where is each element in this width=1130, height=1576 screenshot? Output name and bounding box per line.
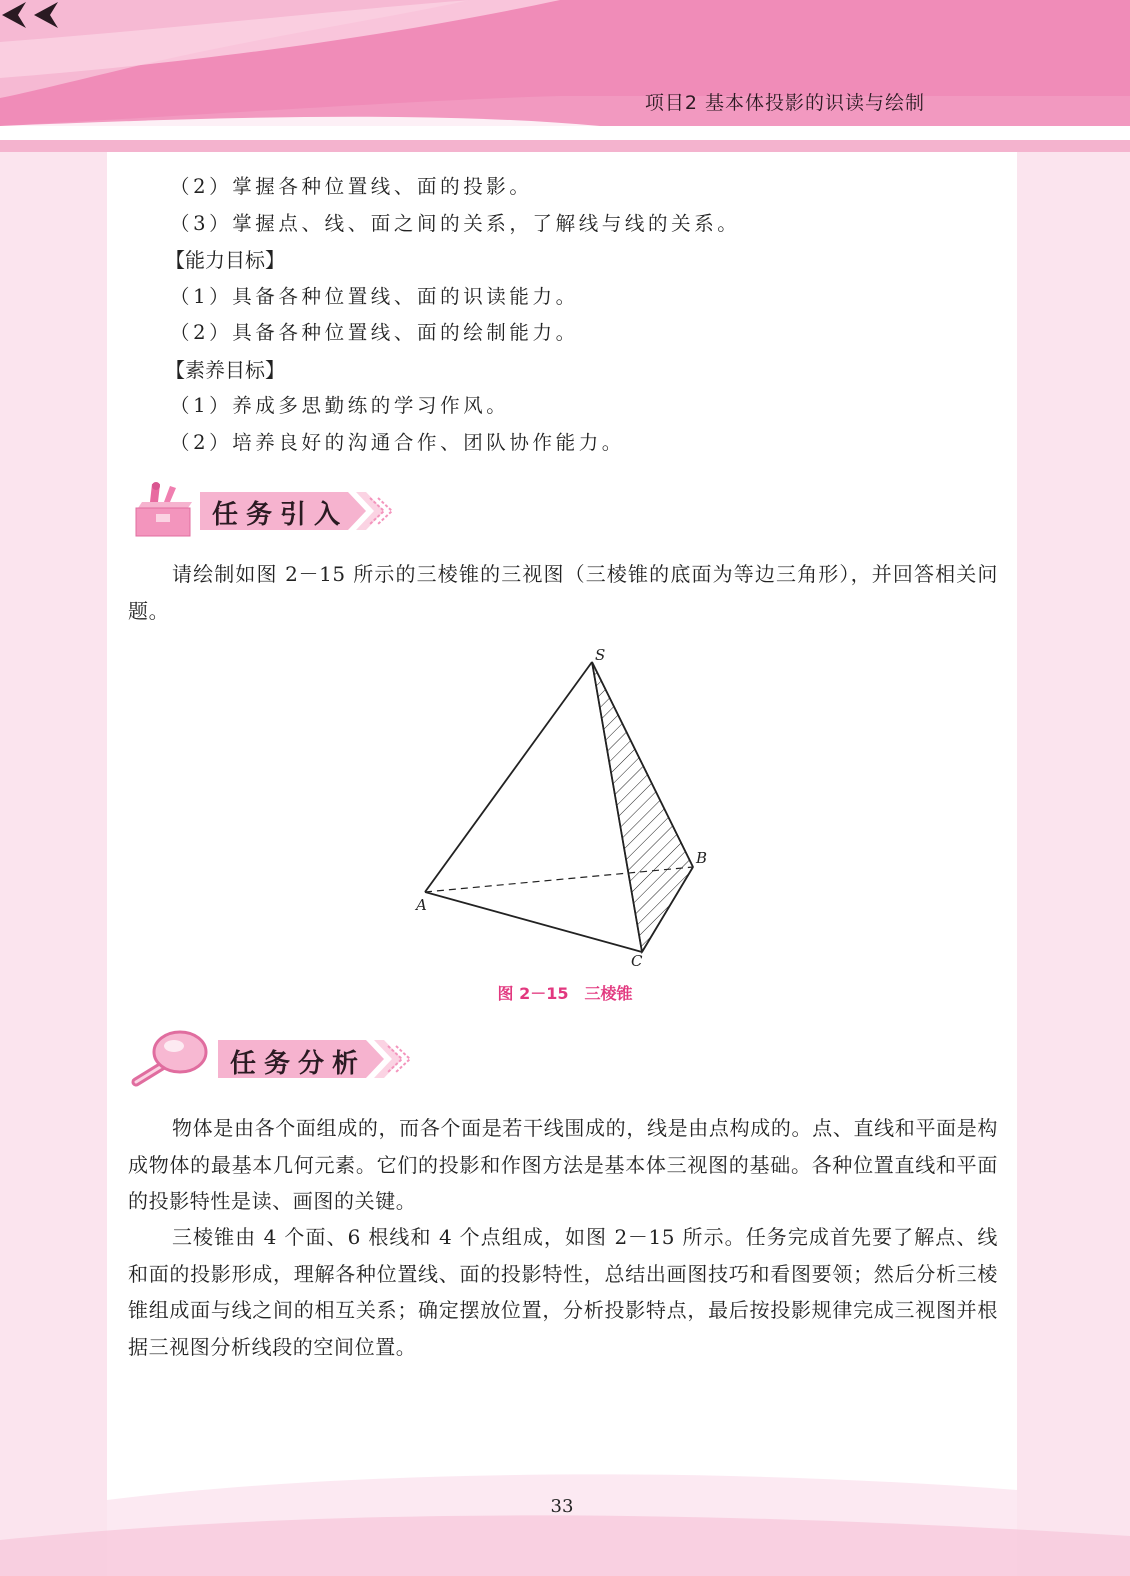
- double-arrow-left-icon: [0, 0, 62, 30]
- toolbox-icon: [136, 482, 192, 536]
- face-sbc: [592, 662, 693, 952]
- analysis-paragraph-1: 物体是由各个面组成的，而各个面是若干线围成的，线是由点构成的。点、直线和平面是构成物体的最基本几何元素。它们的投影和作图方法是基本体三视图的基础。各种位置直线和平面的投影特性是读、画图的关键。: [128, 1116, 998, 1213]
- vertex-label-s: S: [595, 646, 606, 664]
- quality-item-1: （1）养成多思勤练的学习作风。: [170, 394, 510, 417]
- task-intro-title: 任务引入: [212, 500, 349, 530]
- quality-item-2: （2）培养良好的沟通合作、团队协作能力。: [170, 431, 625, 454]
- vertex-label-a: A: [416, 896, 427, 914]
- header-decoration: [0, 0, 1130, 152]
- knowledge-item-2: （2）掌握各种位置线、面的投影。: [170, 175, 533, 198]
- task-intro-text: 请绘制如图 2－15 所示的三棱锥的三视图（三棱锥的底面为等边三角形），并回答相关问题。: [128, 562, 998, 623]
- magnifier-icon: [136, 1032, 206, 1082]
- edge-sa: [425, 662, 592, 892]
- quality-heading: 【素养目标】: [165, 358, 285, 382]
- knowledge-item-3: （3）掌握点、线、面之间的关系，了解线与线的关系。: [170, 212, 741, 235]
- pyramid-figure: [400, 640, 730, 975]
- analysis-paragraph-2: 三棱锥由 4 个面、6 根线和 4 个点组成，如图 2－15 所示。任务完成首先要了解点、线和面的投影形成，理解各种位置线、面的投影特性，总结出画图技巧和看图要领；然后分析三棱锥组成面与线之间的相互关系；确定摆放位置，分析投影特点，最后按投影规律完成三视图并根据三视图分析线段的空间位置。: [128, 1225, 998, 1359]
- task-analysis-title: 任务分析: [230, 1049, 367, 1079]
- vertex-label-c: C: [631, 952, 643, 970]
- ability-heading: 【能力目标】: [165, 248, 285, 272]
- vertex-label-b: B: [696, 849, 708, 867]
- page-header: [0, 0, 1130, 152]
- ability-item-1: （1）具备各种位置线、面的识读能力。: [170, 285, 579, 308]
- figure-caption: 图 2－15 三棱锥: [497, 984, 633, 1003]
- ability-item-2: （2）具备各种位置线、面的绘制能力。: [170, 321, 579, 344]
- page-number: 33: [550, 1496, 574, 1517]
- edge-ac: [425, 892, 642, 952]
- header-title: 项目2 基本体投影的识读与绘制: [644, 92, 925, 114]
